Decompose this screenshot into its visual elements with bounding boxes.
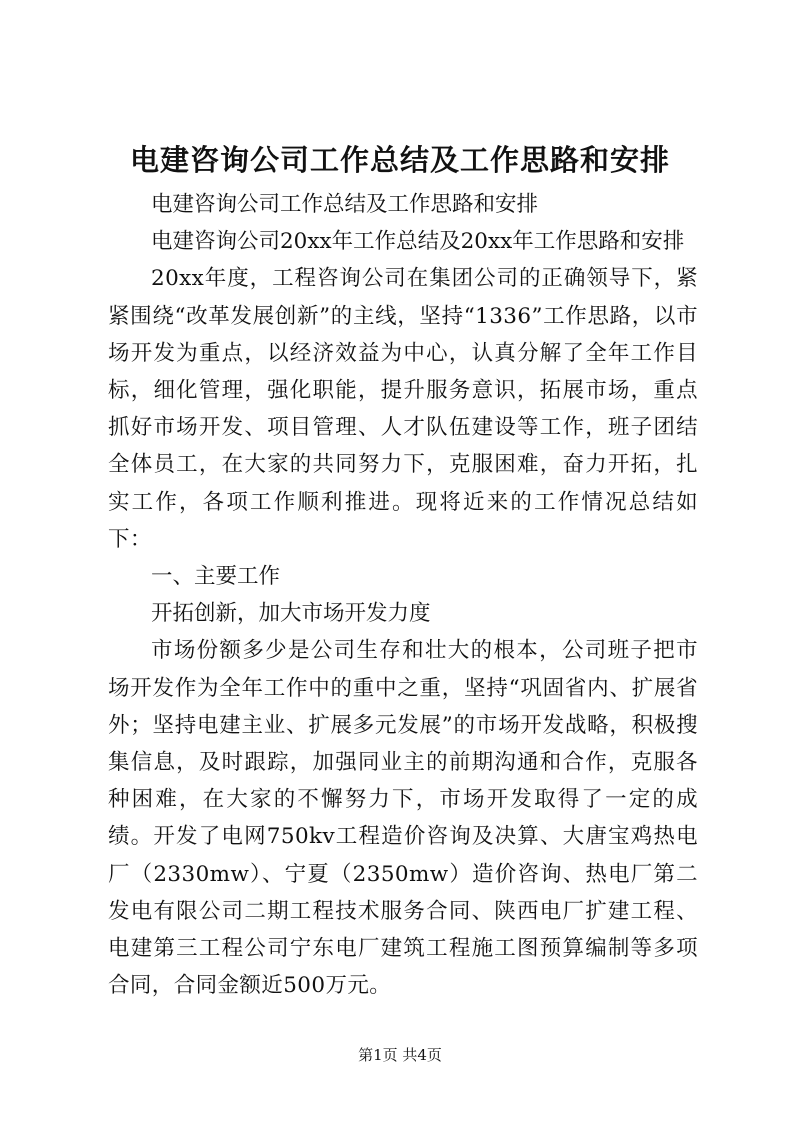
- document-body: [108, 186, 698, 1004]
- paragraph-subtitle: 电建咨询公司工作总结及工作思路和安排: [151, 192, 539, 217]
- document-title: 电建咨询公司工作总结及工作思路和安排: [129, 143, 670, 177]
- paragraph-market: 市场份额多少是公司生存和壮大的根本，公司班子把市场开发作为全年工作中的重中之重，坚持“巩固省内、扩展省外；坚持电建主业、扩展多元发展”的市场开发战略，积极搜集信息，及时跟踪，加强同业主的前期沟通和合作，克服各种困难，在大家的不懈努力下，市场开发取得了一定的成绩。开发了电网750kv工程造价咨询及决算、大唐宝鸡热电厂（2330mw）、宁夏（2350mw）造价咨询、热电厂第二发电有限公司二期工程技术服务合同、陕西电厂扩建工程、电建第三工程公司宁东电厂建筑工程施工图预算编制等多项合同，合同金额近500万元。: [108, 638, 698, 999]
- subsection-heading: 开拓创新，加大市场开发力度: [151, 601, 431, 627]
- paragraph-intro: 20xx年度，工程咨询公司在集团公司的正确领导下，紧紧围绕“改革发展创新”的主线，坚持“1336”工作思路，以市场开发为重点，以经济效益为中心，认真分解了全年工作目标，细化管理，强化职能，提升服务意识，拓展市场，重点抓好市场开发、项目管理、人才队伍建设等工作，班子团结全体员工，在大家的共同努力下，克服困难，奋力开拓，扎实工作，各项工作顺利推进。现将近来的工作情况总结如下：: [108, 266, 698, 552]
- page-number-footer: 第1页 共4页: [358, 1046, 442, 1064]
- paragraph-subtitle-year: 电建咨询公司20xx年工作总结及20xx年工作思路和安排: [151, 229, 685, 255]
- section-heading: 一、主要工作: [151, 564, 281, 590]
